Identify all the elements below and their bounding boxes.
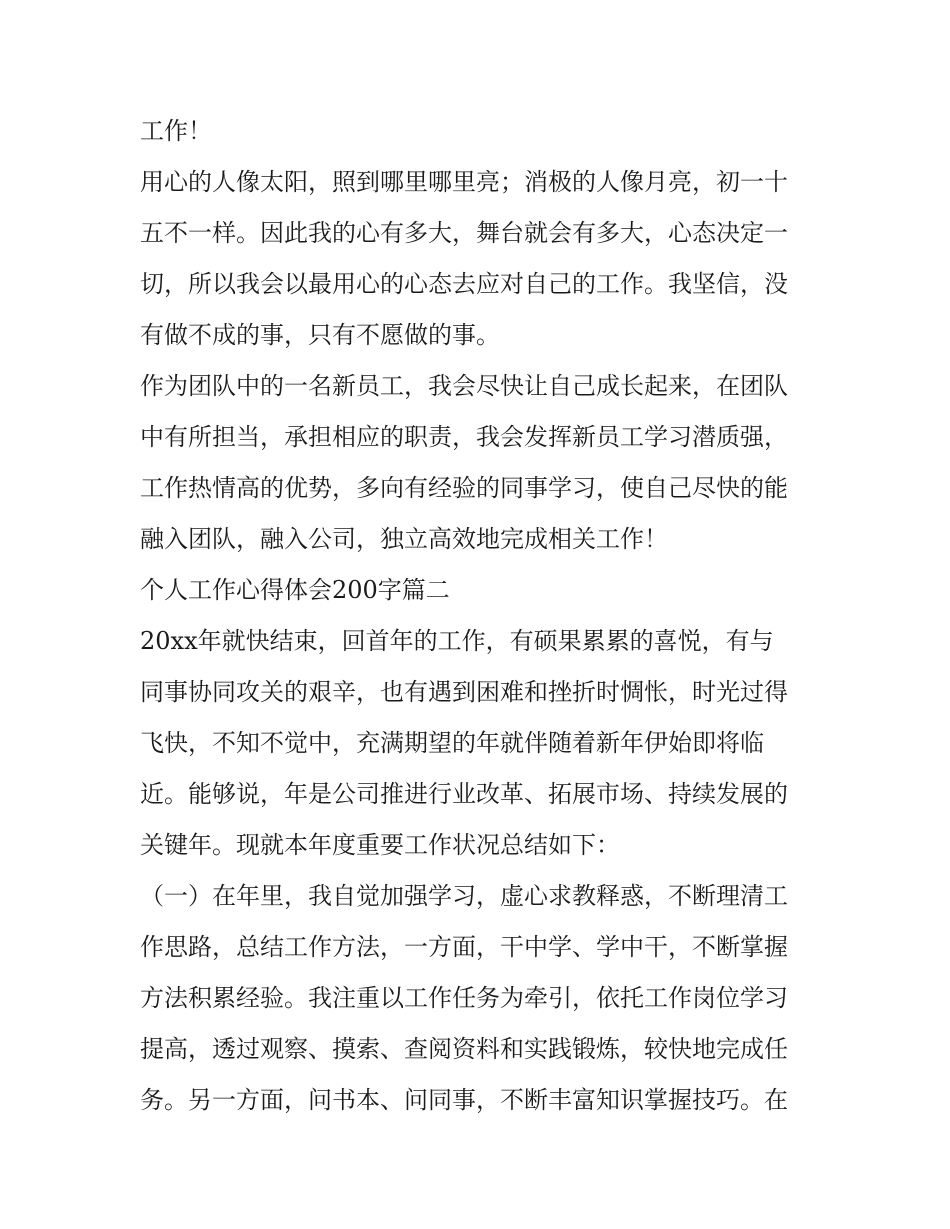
- text-line: 工作！: [140, 117, 212, 145]
- body-text: [140, 106, 820, 1126]
- section-heading: 个人工作心得体会200字篇二: [140, 576, 450, 604]
- text-line: 方法积累经验。我注重以工作任务为牵引，依托工作岗位学习: [140, 984, 788, 1012]
- text-line: 关键年。现就本年度重要工作状况总结如下：: [140, 831, 620, 859]
- text-line: 同事协同攻关的艰辛，也有遇到困难和挫折时惆怅，时光过得: [140, 678, 788, 706]
- text-line: 务。另一方面，问书本、问同事，不断丰富知识掌握技巧。在: [140, 1086, 788, 1114]
- text-line: 中有所担当，承担相应的职责，我会发挥新员工学习潜质强，: [140, 423, 788, 451]
- text-line: 提高，透过观察、摸索、查阅资料和实践锻炼，较快地完成任: [140, 1035, 788, 1063]
- text-line: 作为团队中的一名新员工，我会尽快让自己成长起来，在团队: [140, 372, 788, 400]
- text-line: 融入团队，融入公司，独立高效地完成相关工作！: [140, 525, 668, 553]
- text-line: 有做不成的事，只有不愿做的事。: [140, 321, 500, 349]
- text-line: 工作热情高的优势，多向有经验的同事学习，使自己尽快的能: [140, 474, 788, 502]
- text-line: （一）在年里，我自觉加强学习，虚心求教释惑，不断理清工: [140, 882, 788, 910]
- text-line: 近。能够说，年是公司推进行业改革、拓展市场、持续发展的: [140, 780, 788, 808]
- text-line: 飞快，不知不觉中，充满期望的年就伴随着新年伊始即将临: [140, 729, 764, 757]
- text-line: 作思路，总结工作方法，一方面，干中学、学中干，不断掌握: [140, 933, 788, 961]
- text-line: 用心的人像太阳，照到哪里哪里亮；消极的人像月亮，初一十: [140, 168, 788, 196]
- text-line: 20xx年就快结束，回首年的工作，有硕果累累的喜悦，有与: [140, 627, 774, 655]
- text-line: 五不一样。因此我的心有多大，舞台就会有多大，心态决定一: [140, 219, 788, 247]
- text-line: 切，所以我会以最用心的心态去应对自己的工作。我坚信，没: [140, 270, 788, 298]
